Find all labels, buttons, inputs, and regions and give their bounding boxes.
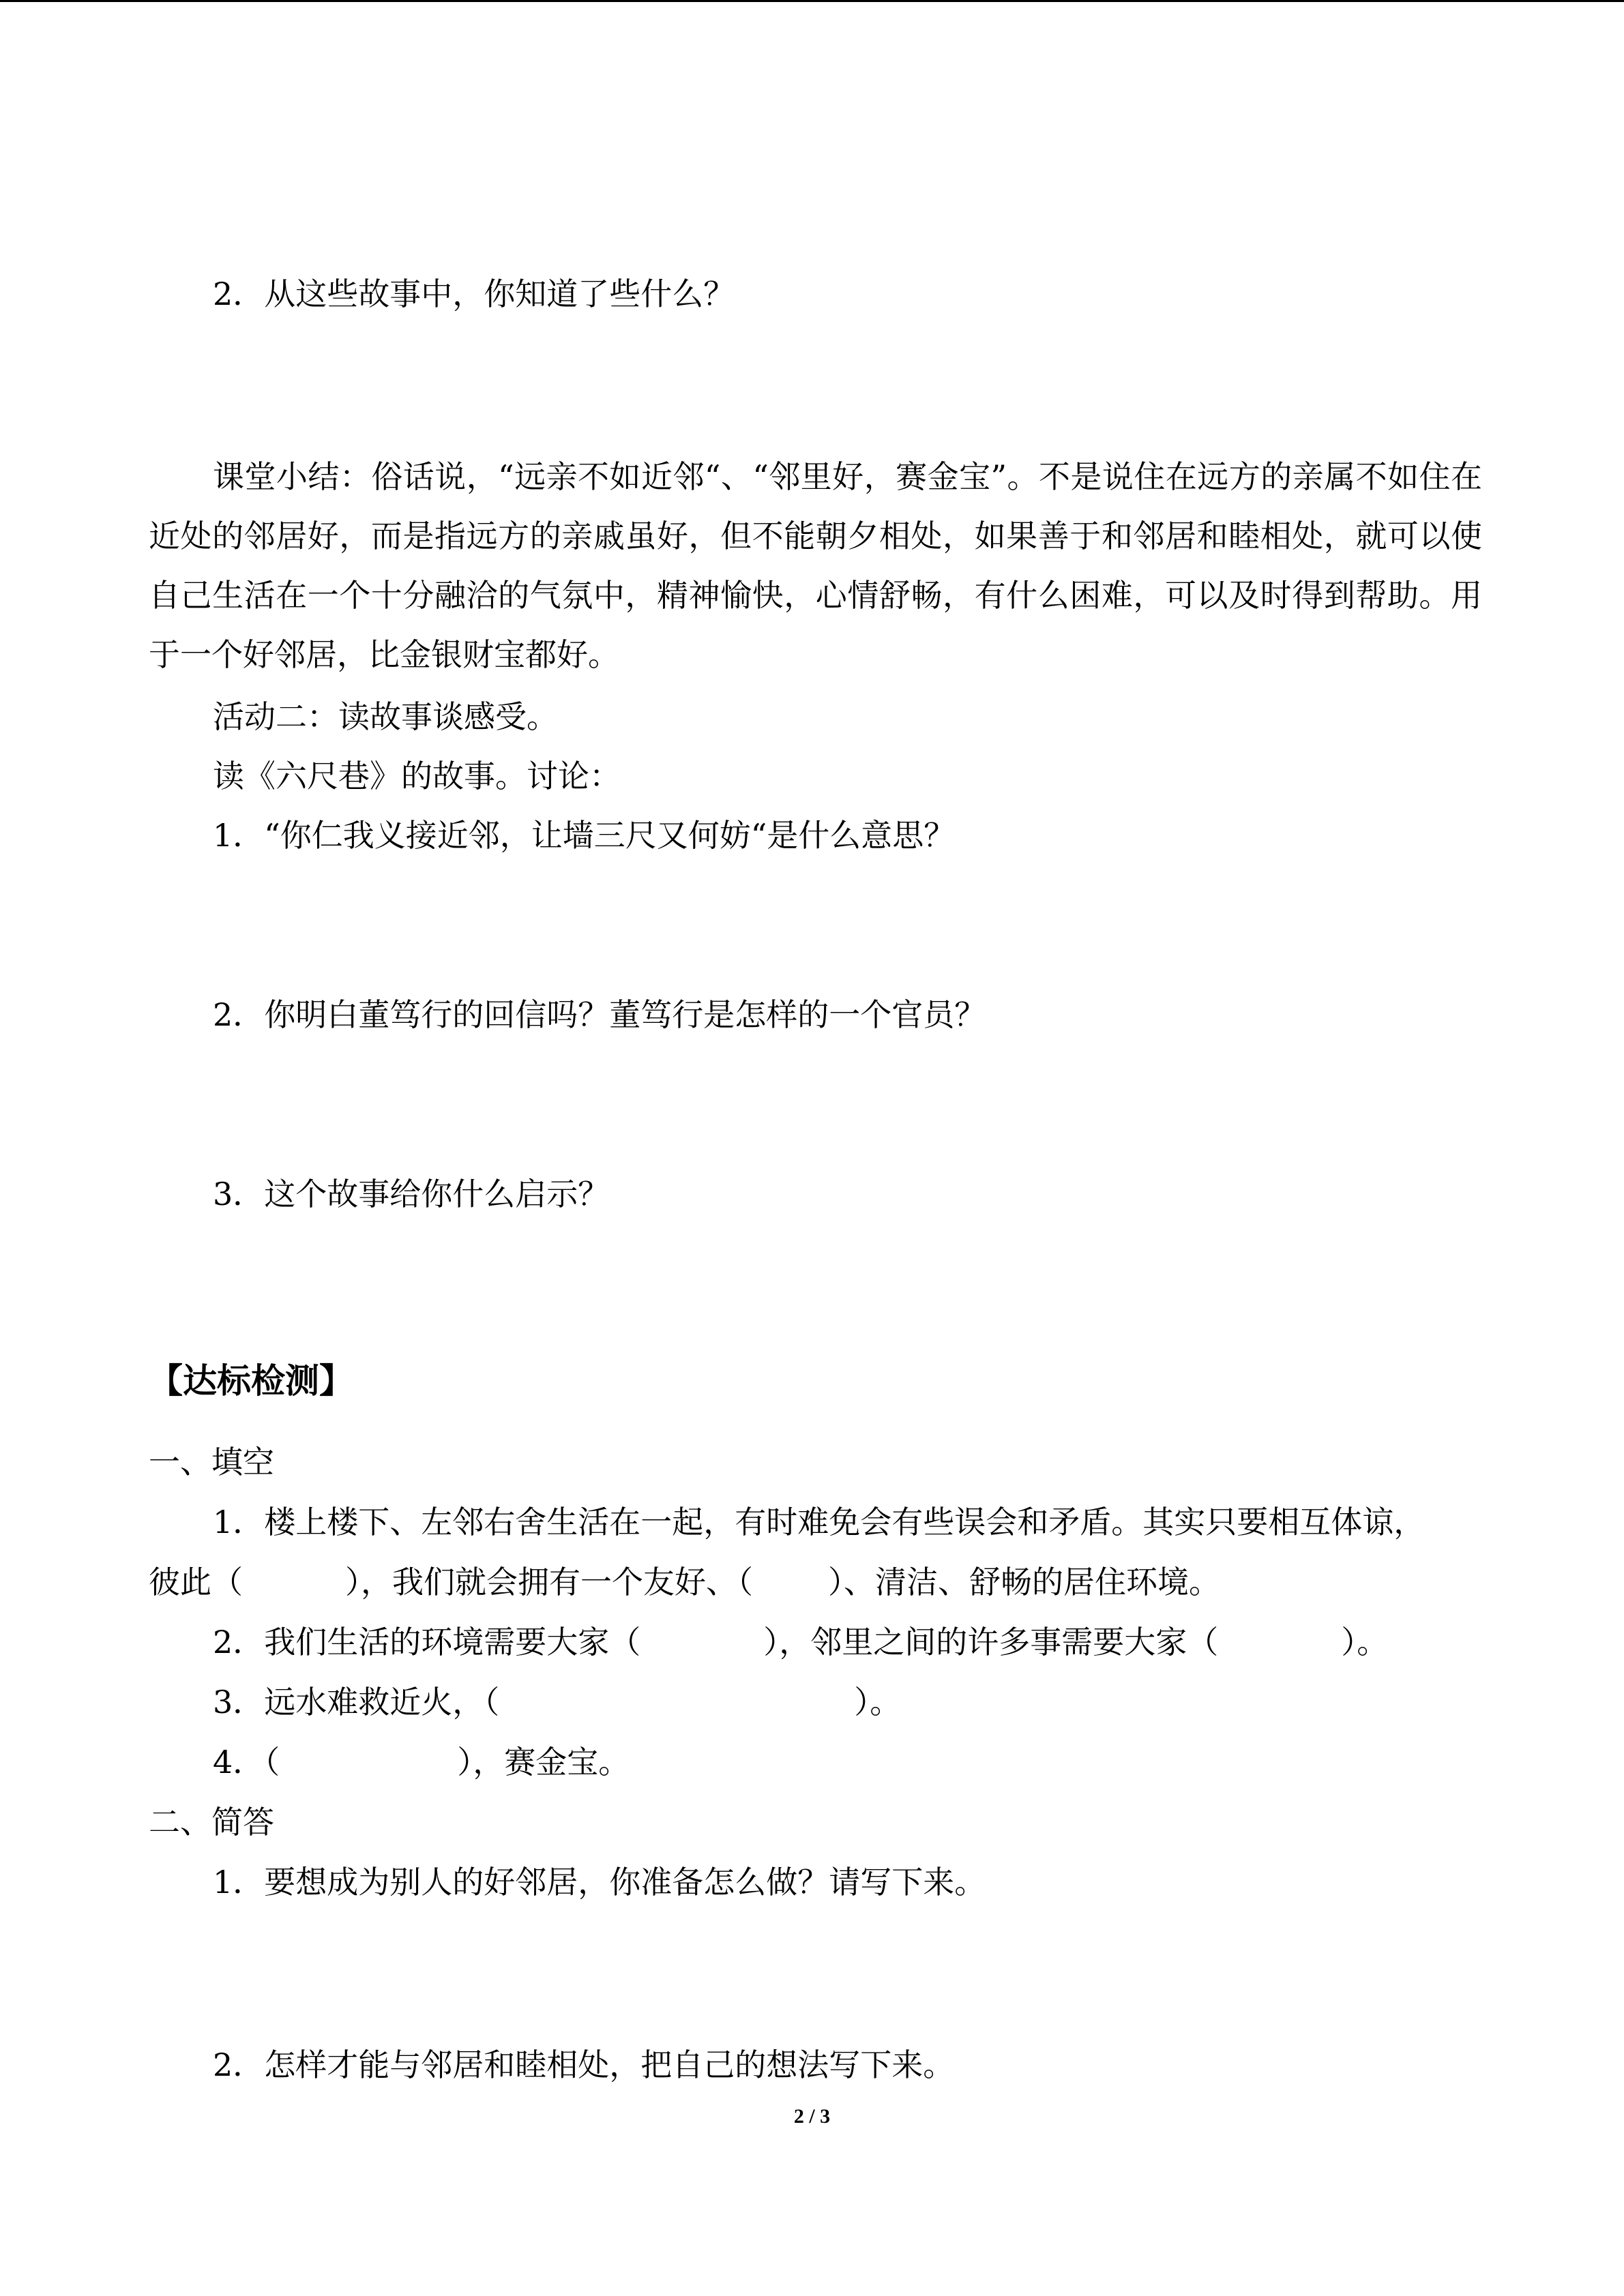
section-heading-test: 【达标检测】 xyxy=(149,1361,353,1401)
fill-question-2 xyxy=(213,1623,1388,1661)
fill-text: ），赛金宝。 xyxy=(457,1744,630,1780)
class-summary: 课堂小结：俗话说，“远亲不如近邻“、“邻里好，赛金宝”。不是说住在远方的亲属不如住在近处的邻居好，而是指远方的亲戚虽好，但不能朝夕相处，如果善于和邻居和睦相处，就可以使自己生活在一个十分融洽的气氛中，精神愉快，心情舒畅，有什么困难，可以及时得到帮助。用于一个好邻居，比金银财宝都好。 xyxy=(149,458,1482,673)
fill-text: 2．我们生活的环境需要大家（ xyxy=(213,1624,641,1660)
fill-section-title: 一、填空 xyxy=(149,1444,274,1480)
fill-text: ）。 xyxy=(1341,1624,1389,1660)
short-answer-question-1: 1．要想成为别人的好邻居，你准备怎么做？请写下来。 xyxy=(213,1864,986,1900)
page-number: 2 / 3 xyxy=(793,2105,831,2128)
fill-text: ）、清洁、舒畅的居住环境。 xyxy=(828,1564,1220,1600)
fill-question-1-line-1: 1．楼上楼下、左邻右舍生活在一起，有时难免会有些误会和矛盾。其实只要相互体谅， xyxy=(213,1504,1426,1540)
top-border xyxy=(0,0,1624,2)
activity-two-intro: 读《六尺巷》的故事。讨论： xyxy=(213,758,621,794)
activity-two-question-3: 3．这个故事给你什么启示？ xyxy=(213,1176,610,1212)
fill-text: 3．远水难救近火，（ xyxy=(213,1684,500,1720)
short-answer-title: 二、简答 xyxy=(149,1804,274,1840)
activity-two-question-2: 2．你明白董笃行的回信吗？董笃行是怎样的一个官员？ xyxy=(213,996,986,1033)
fill-text: 彼此（ xyxy=(149,1564,243,1600)
activity-two-title: 活动二：读故事谈感受。 xyxy=(213,698,558,735)
fill-question-3 xyxy=(213,1683,901,1721)
fill-text: ），我们就会拥有一个友好、（ xyxy=(345,1564,753,1600)
fill-text: 4．（ xyxy=(213,1744,280,1780)
fill-text: ），邻里之间的许多事需要大家（ xyxy=(763,1624,1219,1660)
activity-one-question-2: 2．从这些故事中，你知道了些什么？ xyxy=(213,275,735,312)
short-answer-question-2: 2．怎样才能与邻居和睦相处，把自己的想法写下来。 xyxy=(213,2046,955,2083)
activity-two-question-1: 1．“你仁我义接近邻，让墙三尺又何妨“是什么意思？ xyxy=(213,817,956,854)
fill-question-1-line-2 xyxy=(149,1563,1220,1601)
fill-text: ）。 xyxy=(854,1684,902,1720)
fill-question-4 xyxy=(213,1743,630,1781)
